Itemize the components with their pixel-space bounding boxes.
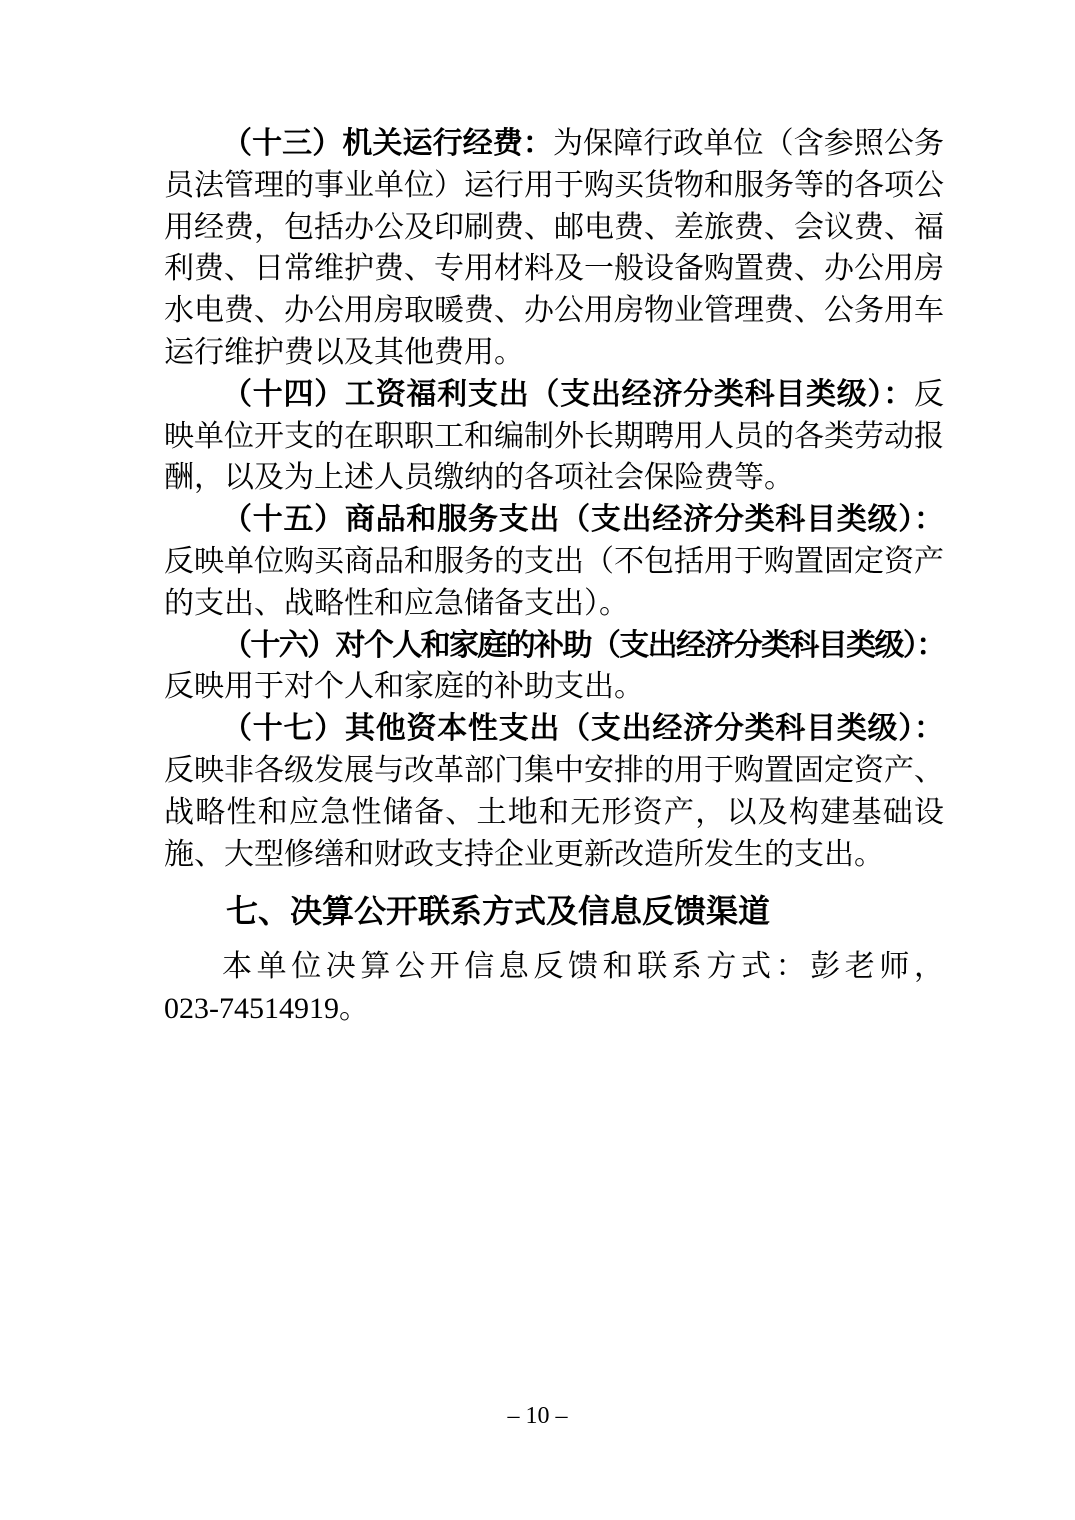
paragraph-13 [164, 123, 944, 374]
document-body [164, 123, 944, 1030]
contact-paragraph [164, 946, 944, 1030]
paragraph-14-lead: （十四）工资福利支出（支出经济分类科目类级）： [222, 377, 914, 411]
paragraph-14-body: 反映单位开支的在职职工和编制外长期聘用人员的各类劳动报酬，以及为上述人员缴纳的各项社会保险费等。 [164, 377, 944, 495]
paragraph-17 [164, 708, 944, 875]
paragraph-17-lead: （十七）其他资本性支出（支出经济分类科目类级）： [222, 712, 944, 746]
paragraph-15-body: 反映单位购买商品和服务的支出（不包括用于购置固定资产的支出、战略性和应急储备支出）。 [164, 544, 944, 620]
paragraph-14 [164, 374, 944, 499]
paragraph-15-lead: （十五）商品和服务支出（支出经济分类科目类级）： [222, 503, 944, 537]
paragraph-16-body: 反映用于对个人和家庭的补助支出。 [164, 670, 644, 704]
section-heading: 七、决算公开联系方式及信息反馈渠道 [226, 893, 771, 930]
paragraph-17-body: 反映非各级发展与改革部门集中安排的用于购置固定资产、战略性和应急性储备、土地和无形资产，以及构建基础设施、大型修缮和财政支持企业更新改造所发生的支出。 [164, 753, 944, 871]
contact-phone: 023-74514919。 [164, 992, 369, 1026]
paragraph-15 [164, 499, 944, 624]
paragraph-13-lead: （十三）机关运行经费： [222, 127, 553, 160]
paragraph-16 [164, 625, 944, 709]
page-number: – 10 – [507, 1403, 568, 1429]
paragraph-13-body: 为保障行政单位（含参照公务员法管理的事业单位）运行用于购买货物和服务等的各项公用经费，包括办公及印刷费、邮电费、差旅费、会议费、福利费、日常维护费、专用材料及一般设备购置费、办公用房水电费、办公用房取暖费、办公用房物业管理费、公务用车运行维护费以及其他费用。 [164, 127, 945, 369]
paragraph-16-lead: （十六）对个人和家庭的补助（支出经济分类科目类级）： [222, 628, 944, 662]
contact-text: 本单位决算公开信息反馈和联系方式：彭老师， [222, 950, 944, 984]
